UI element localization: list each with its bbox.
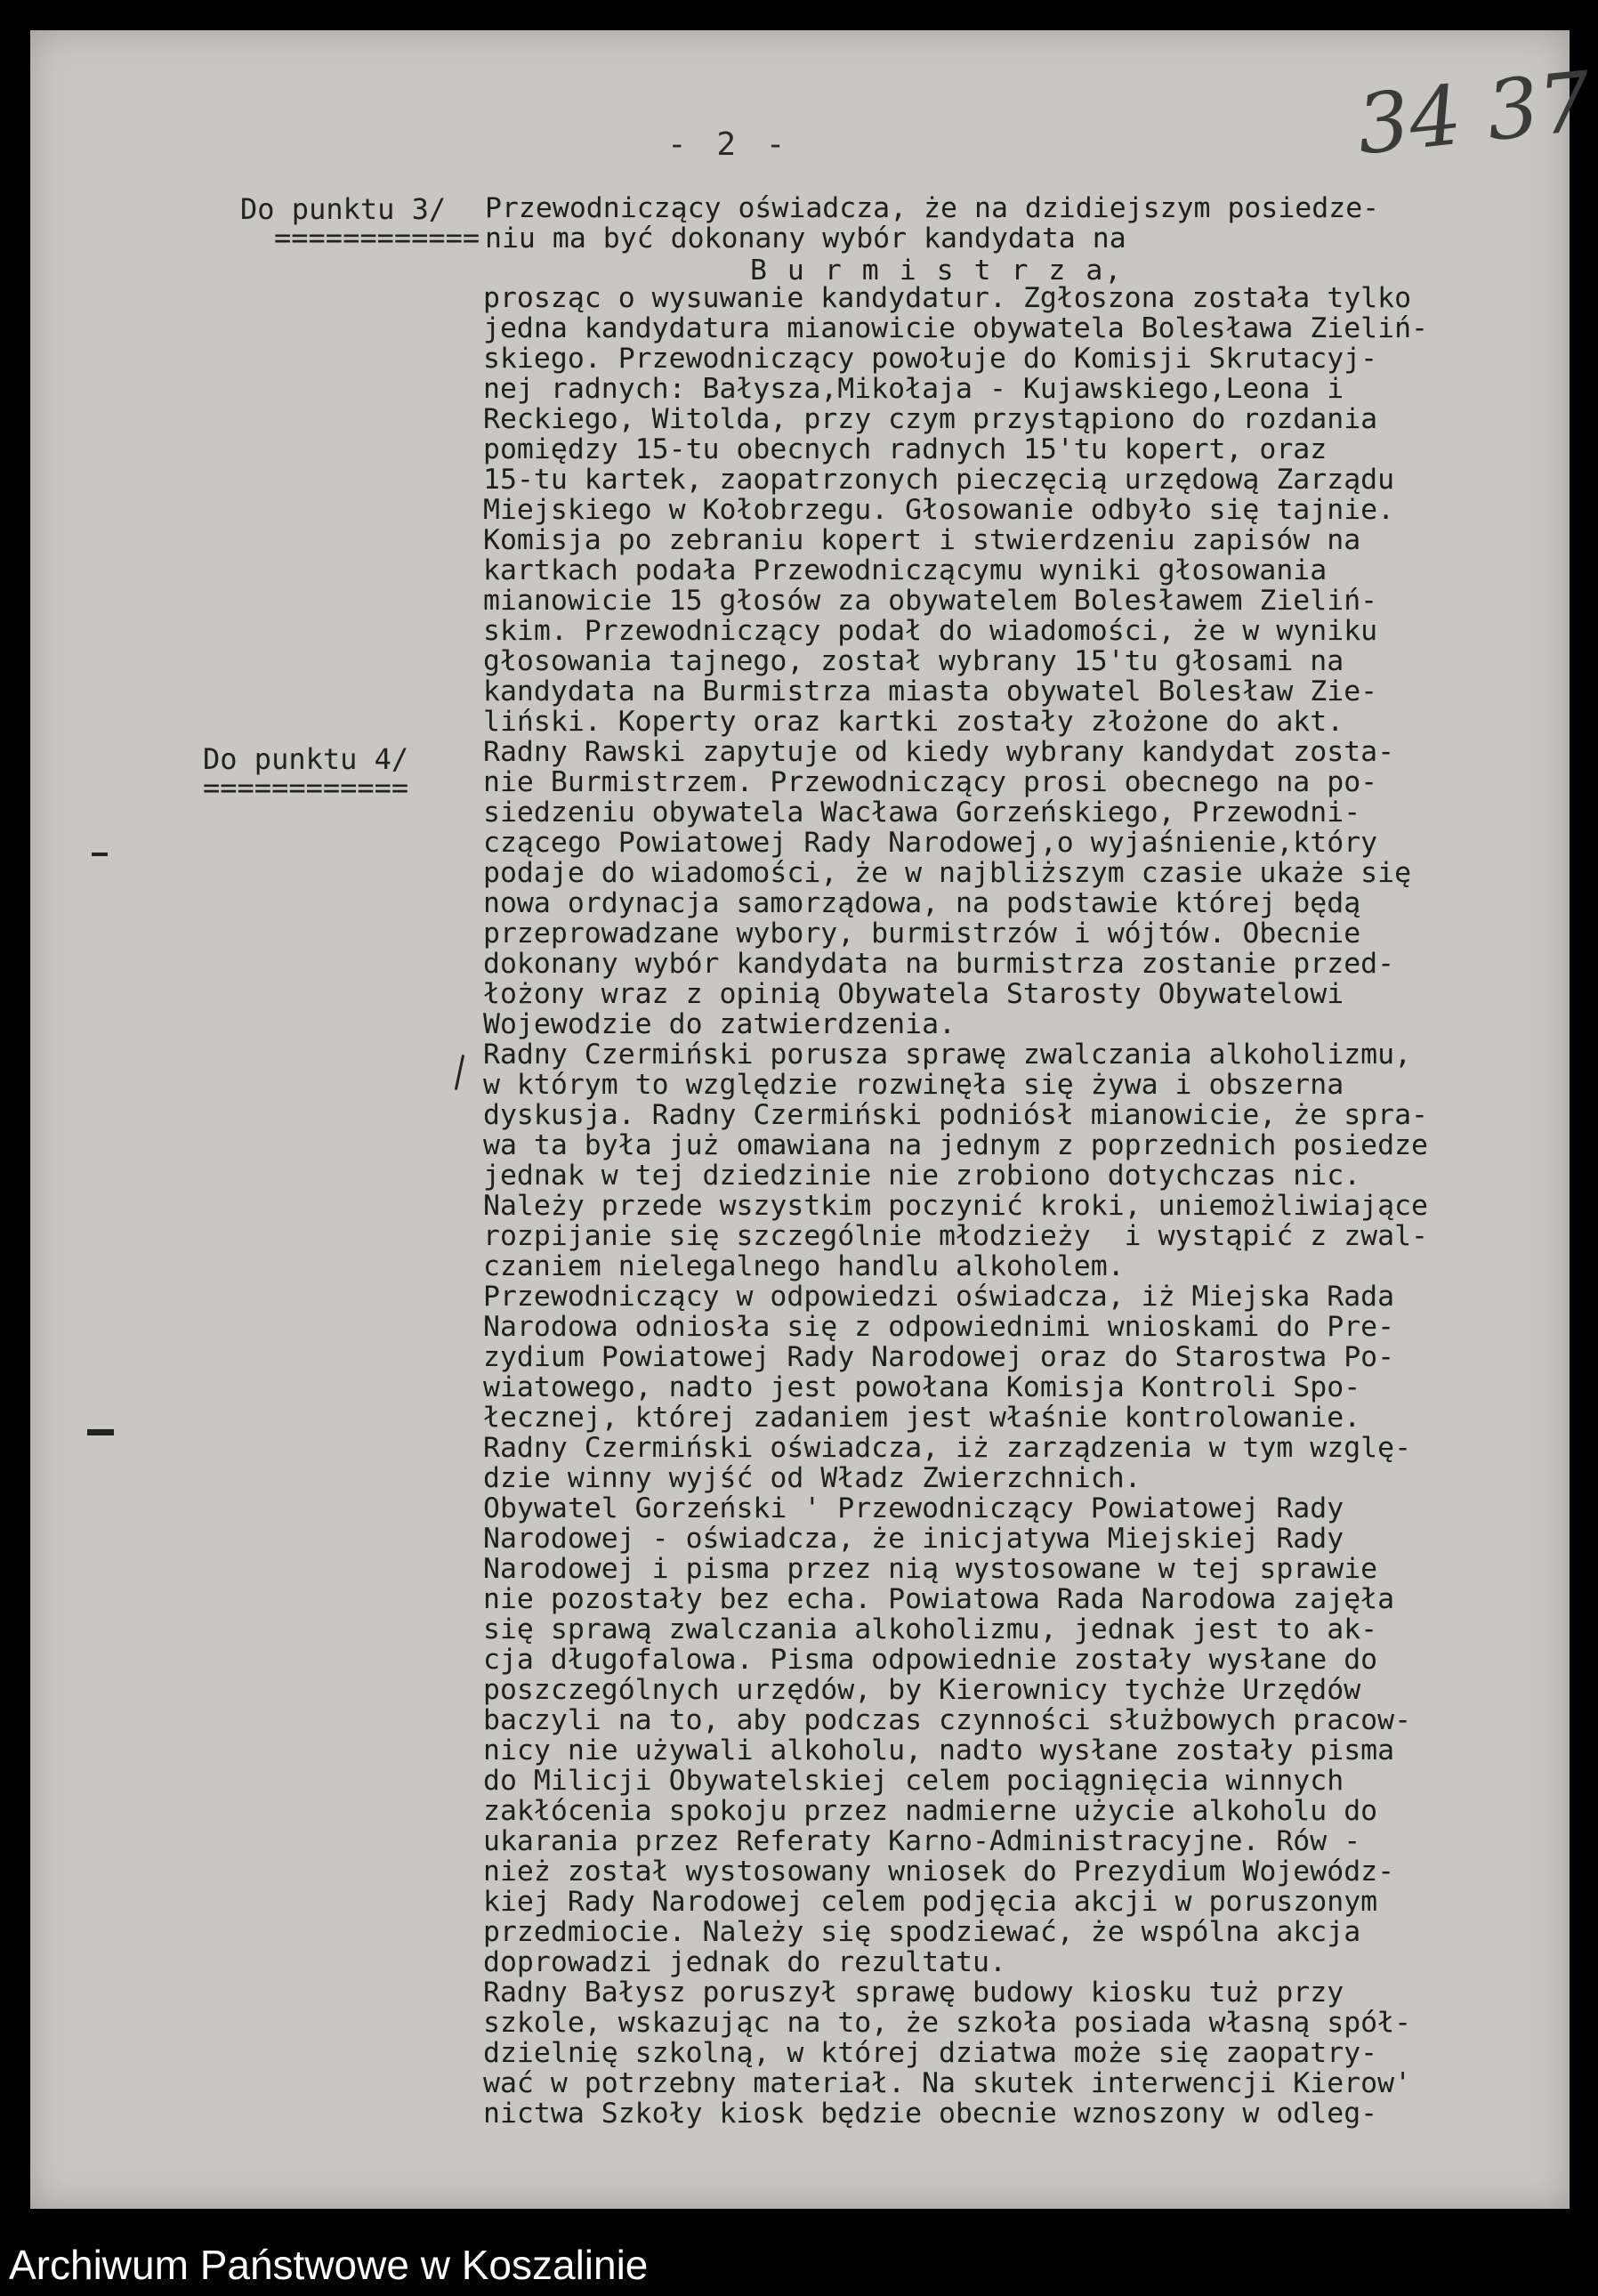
text-line: Reckiego, Witolda, przy czym przystąpiono do rozdania — [483, 403, 1378, 435]
text-line: przedmiocie. Należy się spodziewać, że wspólna akcja — [483, 1916, 1361, 1948]
text-line: przeprowadzane wybory, burmistrzów i wójtów. Obecnie — [483, 918, 1361, 950]
body-text — [483, 283, 1542, 2129]
text-line: nicy nie używali alkoholu, nadto wysłane zostały pisma — [483, 1734, 1395, 1766]
text-line: Narodowej - oświadcza, że inicjatywa Miejskiej Rady — [483, 1523, 1344, 1555]
text-line: głosowania tajnego, został wybrany 15'tu głosami na — [483, 645, 1344, 677]
text-line: doprowadzi jednak do rezultatu. — [483, 1946, 1006, 1978]
text-line: jednak w tej dziedzinie nie zrobiono dotychczas nic. — [483, 1160, 1361, 1192]
text-line: Należy przede wszystkim poczynić kroki, uniemożliwiające — [483, 1190, 1429, 1222]
text-line: Obywatel Gorzeński ' Przewodniczący Powiatowej Rady — [483, 1492, 1344, 1524]
text-line: Radny Bałysz poruszył sprawę budowy kiosku tuż przy — [483, 1977, 1344, 2009]
text-line: nie pozostały bez echa. Powiatowa Rada Narodowa zajęła — [483, 1583, 1395, 1615]
text-line: czącego Powiatowej Rady Narodowej,o wyjaśnienie,który — [483, 827, 1378, 859]
text-line: liński. Koperty oraz kartki zostały złożone do akt. — [483, 706, 1344, 738]
text-line: poszczególnych urzędów, by Kierownicy tychże Urzędów — [483, 1674, 1361, 1706]
text-line: kandydata na Burmistrza miasta obywatel Bolesław Zie- — [483, 675, 1378, 707]
text-line: zydium Powiatowej Rady Narodowej oraz do Starostwa Po- — [483, 1341, 1395, 1373]
text-line: ukarania przez Referaty Karno-Administracyjne. Rów - — [483, 1825, 1361, 1857]
text-line: łecznej, której zadaniem jest właśnie kontrolowanie. — [483, 1402, 1361, 1434]
text-line: siedzeniu obywatela Wacława Gorzeńskiego, Przewodni- — [483, 796, 1361, 829]
text-line: wać w potrzebny materiał. Na skutek interwencji Kierow' — [483, 2067, 1412, 2099]
text-line: Radny Rawski zapytuje od kiedy wybrany kandydat zosta- — [483, 736, 1395, 768]
text-line: się sprawą zwalczania alkoholizmu, jednak jest to ak- — [483, 1613, 1378, 1645]
text-line: skiego. Przewodniczący powołuje do Komisji Skrutacyj- — [483, 343, 1378, 375]
text-line: wa ta była już omawiana na jednym z poprzednich posiedze — [483, 1129, 1429, 1161]
text-line: podaje do wiadomości, że w najbliższym czasie ukaże się — [483, 857, 1412, 889]
text-line: cja długofalowa. Pisma odpowiednie zostały wysłane do — [483, 1644, 1378, 1676]
text-line: wiatowego, nadto jest powołana Komisja Kontroli Spo- — [483, 1371, 1361, 1403]
text-line: nej radnych: Bałysza,Mikołaja - Kujawskiego,Leona i — [483, 373, 1344, 405]
text-line: Narodowa odniosła się z odpowiednimi wnioskami do Pre- — [483, 1311, 1395, 1343]
margin-punch-mark — [87, 1429, 114, 1435]
text-line: nictwa Szkoły kiosk będzie obecnie wznoszony w odleg- — [483, 2098, 1378, 2130]
text-line: skim. Przewodniczący podał do wiadomości, że w wyniku — [483, 615, 1378, 647]
archive-caption: Archiwum Państwowe w Koszalinie — [9, 2242, 649, 2288]
text-line: Wojewodzie do zatwierdzenia. — [483, 1008, 956, 1040]
text-line: dzielnię szkolną, w której dziatwa może się zaopatry- — [483, 2037, 1378, 2069]
text-line: kartkach podała Przewodniczącymu wyniki głosowania — [483, 554, 1328, 586]
margin-punch-mark — [92, 853, 108, 856]
text-line: prosząc o wysuwanie kandydatur. Zgłoszona została tylko — [483, 282, 1412, 314]
text-line: dokonany wybór kandydata na burmistrza zostanie przed- — [483, 948, 1395, 980]
text-line: szkole, wskazując na to, że szkoła posiada własną spół- — [483, 2007, 1412, 2039]
text-line: kiej Rady Narodowej celem podjęcia akcji w poruszonym — [483, 1886, 1378, 1918]
text-line: nowa ordynacja samorządowa, na podstawie której będą — [483, 887, 1361, 919]
margin-underline-point-4: ============ — [203, 771, 409, 804]
text-line: rozpijanie się szczególnie młodzieży i wystąpić z zwal- — [483, 1220, 1429, 1252]
text-line: nież został wystosowany wniosek do Prezydium Wojewódz- — [483, 1855, 1395, 1888]
page-number: - 2 - — [667, 126, 791, 163]
text-line: 15-tu kartek, zaopatrzonych pieczęcią urzędową Zarządu — [483, 464, 1395, 496]
header-line-2: niu ma być dokonany wybór kandydata na — [485, 222, 1126, 255]
margin-label-point-3: Do punktu 3/ — [240, 192, 447, 226]
text-line: do Milicji Obywatelskiej celem pociągnięcia winnych — [483, 1765, 1344, 1797]
margin-label-point-4: Do punktu 4/ — [203, 742, 409, 776]
margin-underline-point-3: ============ — [274, 221, 480, 255]
burmistrza-heading: B u r m i s t r z a, — [750, 255, 1124, 287]
text-line: pomiędzy 15-tu obecnych radnych 15'tu kopert, oraz — [483, 433, 1328, 465]
text-line: mianowicie 15 głosów za obywatelem Bolesławem Zieliń- — [483, 585, 1378, 617]
text-line: dyskusja. Radny Czermiński podniósł mianowicie, że spra- — [483, 1099, 1429, 1131]
text-line: Radny Czermiński porusza sprawę zwalczania alkoholizmu, — [483, 1039, 1412, 1071]
text-line: nie Burmistrzem. Przewodniczący prosi obecnego na po- — [483, 766, 1378, 798]
text-line: w którym to względzie rozwinęła się żywa i obszerna — [483, 1069, 1344, 1101]
text-line: Miejskiego w Kołobrzegu. Głosowanie odbyło się tajnie. — [483, 494, 1395, 526]
text-line: zakłócenia spokoju przez nadmierne użycie alkoholu do — [483, 1795, 1378, 1827]
text-line: baczyli na to, aby podczas czynności służbowych pracow- — [483, 1704, 1412, 1736]
folio-number: 34 37 — [1352, 53, 1596, 174]
text-line: czaniem nielegalnego handlu alkoholem. — [483, 1250, 1125, 1282]
header-line-1: Przewodniczący oświadcza, że na dzidiejszym posiedze- — [485, 192, 1380, 224]
text-line: Narodowej i pisma przez nią wystosowane w tej sprawie — [483, 1553, 1378, 1585]
text-line: Komisja po zebraniu kopert i stwierdzeniu zapisów na — [483, 524, 1361, 556]
text-line: Przewodniczący w odpowiedzi oświadcza, iż Miejska Rada — [483, 1281, 1395, 1313]
text-line: dzie winny wyjść od Władz Zwierzchnich. — [483, 1462, 1142, 1494]
text-line: jedna kandydatura mianowicie obywatela Bolesława Zieliń- — [483, 312, 1429, 344]
text-line: Radny Czermiński oświadcza, iż zarządzenia w tym wzglę- — [483, 1432, 1412, 1464]
text-line: łożony wraz z opinią Obywatela Starosty Obywatelowi — [483, 978, 1344, 1010]
